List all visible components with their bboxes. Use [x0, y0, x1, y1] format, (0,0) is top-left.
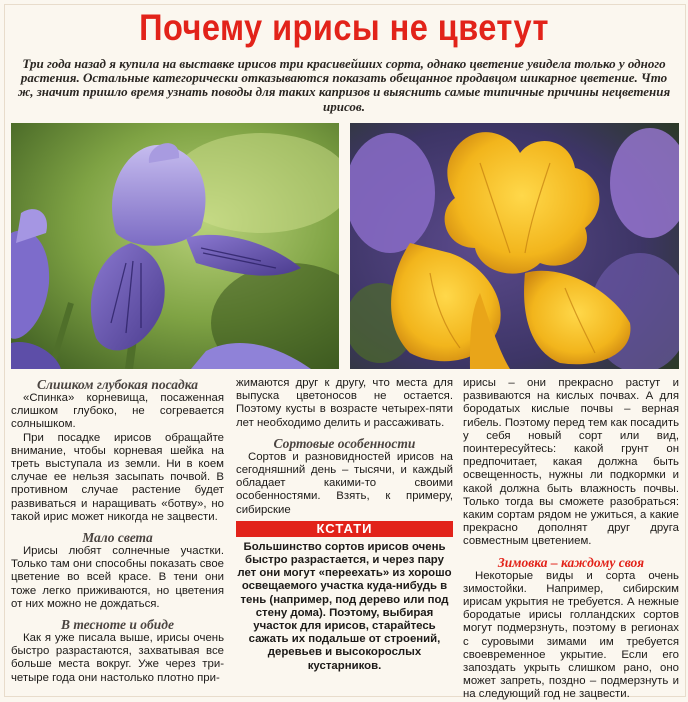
- paragraph: ирисы – они прекрасно растут и развиваются на кислых почвах. А для бородатых кислые почвы – верная гибель. Поэтому перед тем как посадить у себя новый сорт или вид, поинтересуйтесь: какой грунт он предпочитает, какая должна быть освещенность, нужны ли подкормки и какой должна быть влажность почвы. Только тогда вы сможете разобраться: каким сортам рядом не ужиться, а какие прекрасно дополнят друг друга совместным цветением.: [463, 377, 679, 548]
- paragraph: Некоторые виды и сорта очень зимостойки. Например, сибирским ирисам укрытия не требуется. А нежные бородатые ирисы голландских сортов могут подмерзнуть, поэтому в регионах с суровыми зимами им требуется своевременное укрытие. Если его запоздать укрыть слишком рано, оно может запреть, поздно – подмерзнуть и на следующий год не зацвести.: [463, 569, 679, 701]
- paragraph: «Спинка» корневища, посаженная слишком глубоко, не согревается солнышком.: [11, 392, 224, 431]
- yellow-iris-photo: [350, 123, 679, 369]
- column-3: [463, 377, 679, 702]
- paragraph: Как я уже писала выше, ирисы очень быстро разрастаются, захватывая все больше места вокруг. Уже через три-четыре года они настолько плотно при-: [11, 632, 224, 684]
- column-2: [236, 377, 453, 673]
- paragraph: При посадке ирисов обращайте внимание, чтобы корневая шейка на треть выступала из земли. Ни в коем случае ее нельзя засыпать почвой. В противном случае растение будет развиваться и наращивать «ботву», но такой ирис может никогда не зацвести.: [11, 431, 224, 523]
- article-lead: Три года назад я купила на выставке ирисов три красивейших сорта, однако цветение увидела только у одного растения. Остальные категорически отказываются показать обещанное продавцом шикарное цветение. Что ж, значит пришло время узнать поводы для таких капризов и выяснить самые типичные причины нецветения ирисов.: [17, 56, 671, 114]
- purple-iris-photo: [11, 123, 339, 369]
- by-the-way-banner: КСТАТИ: [236, 521, 453, 537]
- column-1: [11, 377, 224, 685]
- article-title: Почему ирисы не цветут: [139, 7, 549, 48]
- paragraph: жимаются друг к другу, что места для выпуска цветоносов не остается. Поэтому кусты в возрасте четырех-пяти лет необходимо делить и рассаживать.: [236, 377, 453, 429]
- subheading-deep-planting: Слишком глубокая посадка: [37, 377, 198, 392]
- subheading-little-light: Мало света: [82, 530, 153, 546]
- subheading-crowding: В тесноте и обиде: [60, 617, 174, 633]
- subheading-variety: Сортовые особенности: [273, 435, 416, 451]
- paragraph: Ирисы любят солнечные участки. Только там они способны показать свое цветение во всей красе. В тени они тоже легко приживаются, но цветения от них можно не дождаться.: [11, 545, 224, 610]
- subheading-wintering: Зимовка – каждому своя: [497, 554, 645, 570]
- paragraph: Сортов и разновидностей ирисов на сегодняшний день – тысячи, и каждый обладает какими-то своими особенностями. Взять, к примеру, сибирские: [236, 450, 453, 516]
- by-the-way-text: Большинство сортов ирисов очень быстро разрастается, и через пару лет они могут «переехать» из хорошо освещаемого участка куда-нибудь в тень (например, под дерево или под стену дома). Поэтому, выбирая участок для ирисов, старайтесь сажать их подальше от строений, деревьев и высокорослых кустарников.: [237, 540, 452, 672]
